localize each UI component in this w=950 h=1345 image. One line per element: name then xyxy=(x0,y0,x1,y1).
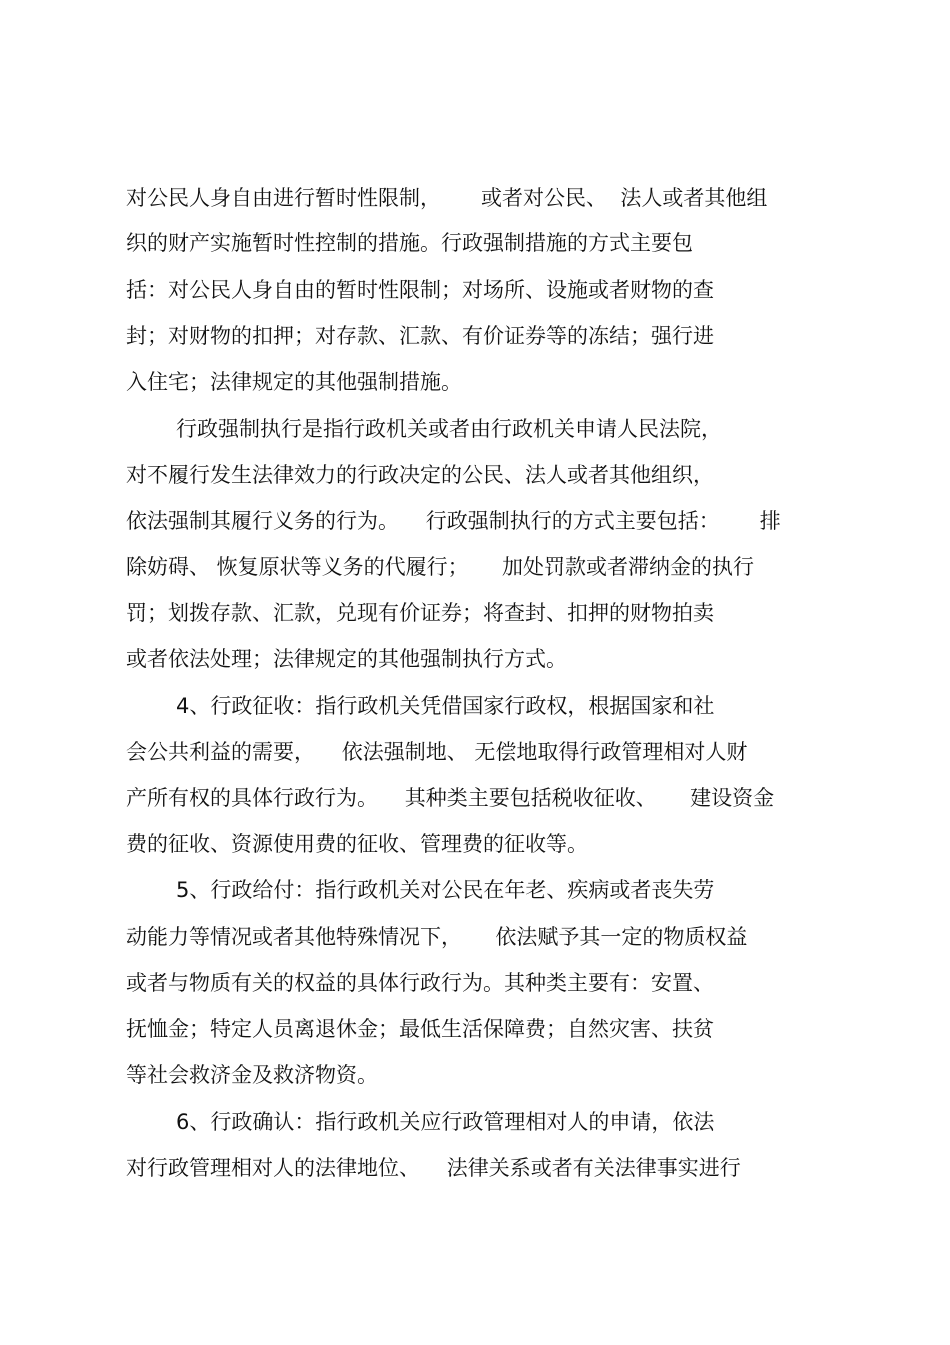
text-line: 对公民人身自由进行暂时性限制， 或者对公民、 法人或者其他组 xyxy=(126,186,768,210)
text-line: 对不履行发生法律效力的行政决定的公民、法人或者其他组织， xyxy=(126,463,714,487)
paragraph-first-line: 6、行政确认：指行政机关应行政管理相对人的申请，依法 xyxy=(176,1110,715,1134)
text-line: 织的财产实施暂时性控制的措施。行政强制措施的方式主要包 xyxy=(126,231,693,255)
text-line: 依法强制其履行义务的行为。 行政强制执行的方式主要包括： 排 xyxy=(126,509,781,533)
text-line: 封；对财物的扣押；对存款、汇款、有价证券等的冻结；强行进 xyxy=(126,324,714,348)
text-line: 对行政管理相对人的法律地位、 法律关系或者有关法律事实进行 xyxy=(126,1156,741,1180)
text-line: 费的征收、资源使用费的征收、管理费的征收等。 xyxy=(126,832,588,856)
paragraph-first-line: 行政强制执行是指行政机关或者由行政机关申请人民法院， xyxy=(176,417,722,441)
paragraph-first-line: 5、行政给付：指行政机关对公民在年老、疾病或者丧失劳 xyxy=(176,878,715,902)
text-line: 罚；划拨存款、汇款，兑现有价证券；将查封、扣押的财物拍卖 xyxy=(126,601,714,625)
text-line: 等社会救济金及救济物资。 xyxy=(126,1063,378,1087)
text-line: 动能力等情况或者其他特殊情况下， 依法赋予其一定的物质权益 xyxy=(126,925,748,949)
text-line: 会公共利益的需要， 依法强制地、 无偿地取得行政管理相对人财 xyxy=(126,740,748,764)
text-line: 抚恤金；特定人员离退休金；最低生活保障费；自然灾害、扶贫 xyxy=(126,1017,714,1041)
text-line: 或者与物质有关的权益的具体行政行为。其种类主要有：安置、 xyxy=(126,971,714,995)
paragraph-first-line: 4、行政征收：指行政机关凭借国家行政权，根据国家和社 xyxy=(176,694,715,718)
text-line: 括：对公民人身自由的暂时性限制；对场所、设施或者财物的查 xyxy=(126,278,714,302)
text-line: 产所有权的具体行政行为。 其种类主要包括税收征收、 建设资金 xyxy=(126,786,775,810)
text-line: 除妨碍、 恢复原状等义务的代履行； 加处罚款或者滞纳金的执行 xyxy=(126,555,755,579)
text-line: 或者依法处理；法律规定的其他强制执行方式。 xyxy=(126,647,567,671)
text-line: 入住宅；法律规定的其他强制措施。 xyxy=(126,370,462,394)
